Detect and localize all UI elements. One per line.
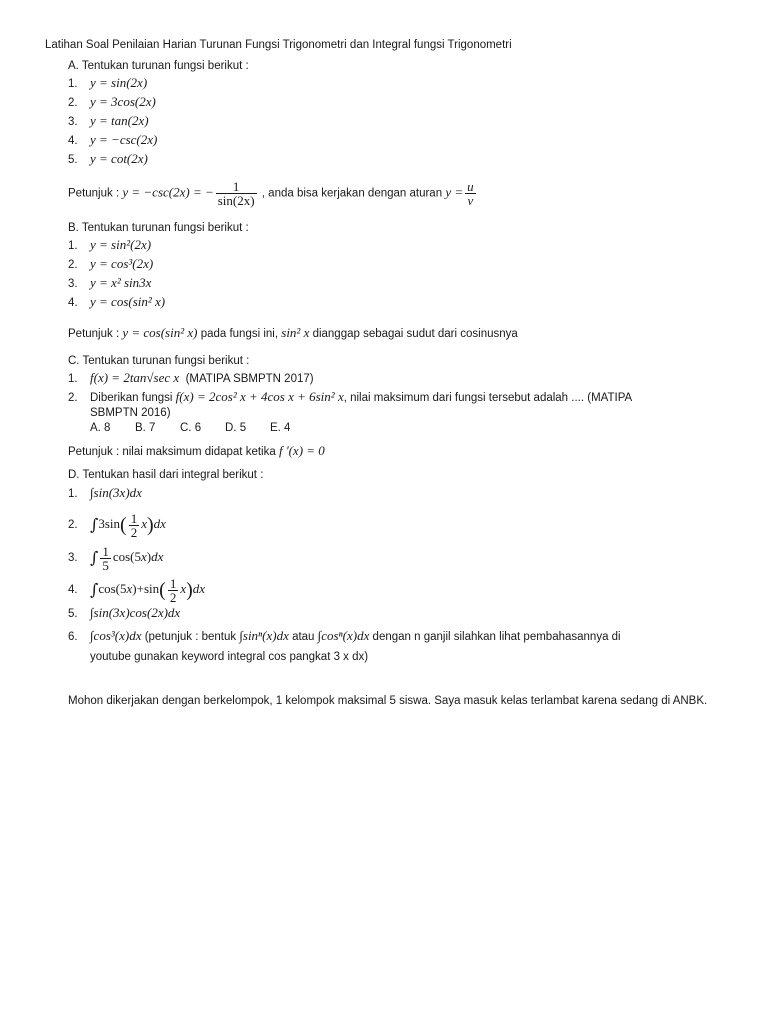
section-d-heading: D. Tentukan hasil dari integral berikut : bbox=[68, 469, 264, 481]
footer-note: Mohon dikerjakan dengan berkelompok, 1 kelompok maksimal 5 siswa. Saya masuk kelas terlambat karena sedang di ANBK. bbox=[68, 695, 708, 707]
list-item: 1. f(x) = 2tan√sec x (MATIPA SBMPTN 2017) bbox=[68, 370, 314, 385]
answer-options: A. 8 B. 7 C. 6 D. 5 E. 4 bbox=[90, 422, 291, 434]
section-c-hint: Petunjuk : nilai maksimum didapat ketika f '(x) = 0 bbox=[68, 443, 325, 458]
list-item: 1. y = sin(2x) bbox=[68, 75, 148, 90]
list-item-continuation: SBMPTN 2016) bbox=[90, 407, 171, 419]
list-item: 2. Diberikan fungsi f(x) = 2cos² x + 4cos x + 6sin² x, nilai maksimum dari fungsi tersebut adalah .... (MATIPA bbox=[68, 389, 633, 404]
list-item: 3. ∫ $\frac{1}{5}$ cos(5x)dx bbox=[68, 544, 164, 573]
section-c-heading: C. Tentukan turunan fungsi berikut : bbox=[68, 355, 250, 367]
list-item: 1. ∫sin(3x)dx bbox=[68, 485, 142, 500]
document-title: Latihan Soal Penilaian Harian Turunan Fungsi Trigonometri dan Integral fungsi Trigonometri bbox=[45, 39, 512, 51]
list-item: 3. y = x² sin3x bbox=[68, 275, 152, 290]
list-item: 5. ∫sin(3x)cos(2x)dx bbox=[68, 605, 181, 620]
section-a-hint: Petunjuk : y = −csc(2x) = − $\frac{1}{\sin(2x)}$ , anda bisa kerjakan dengan aturan y = $\frac{u}{v}$ bbox=[68, 179, 474, 208]
list-item: 6. ∫cos³(x)dx (petunjuk : bentuk ∫sinⁿ(x)dx atau ∫cosⁿ(x)dx dengan n ganjil silahkan lihat pembahasannya di bbox=[68, 628, 621, 643]
list-item: 4. y = cos(sin² x) bbox=[68, 294, 166, 309]
list-item: 4. ∫cos(5x)+sin( $\frac{1}{2}$ x)dx bbox=[68, 576, 206, 605]
list-item: 5. y = cot(2x) bbox=[68, 151, 148, 166]
list-item: 3. y = tan(2x) bbox=[68, 113, 149, 128]
section-b-heading: B. Tentukan turunan fungsi berikut : bbox=[68, 222, 249, 234]
list-item: 4. y = −csc(2x) bbox=[68, 132, 158, 147]
section-b-hint: Petunjuk : y = cos(sin² x) pada fungsi ini, sin² x dianggap sebagai sudut dari cosinusnya bbox=[68, 325, 518, 340]
section-a-heading: A. Tentukan turunan fungsi berikut : bbox=[68, 60, 249, 72]
list-item: 1. y = sin²(2x) bbox=[68, 237, 152, 252]
list-item: 2. y = cos³(2x) bbox=[68, 256, 154, 271]
list-item: 2. ∫3sin( $\frac{1}{2}$ x)dx bbox=[68, 511, 166, 540]
list-item: 2. y = 3cos(2x) bbox=[68, 94, 156, 109]
list-item-continuation: youtube gunakan keyword integral cos pangkat 3 x dx) bbox=[90, 651, 369, 663]
